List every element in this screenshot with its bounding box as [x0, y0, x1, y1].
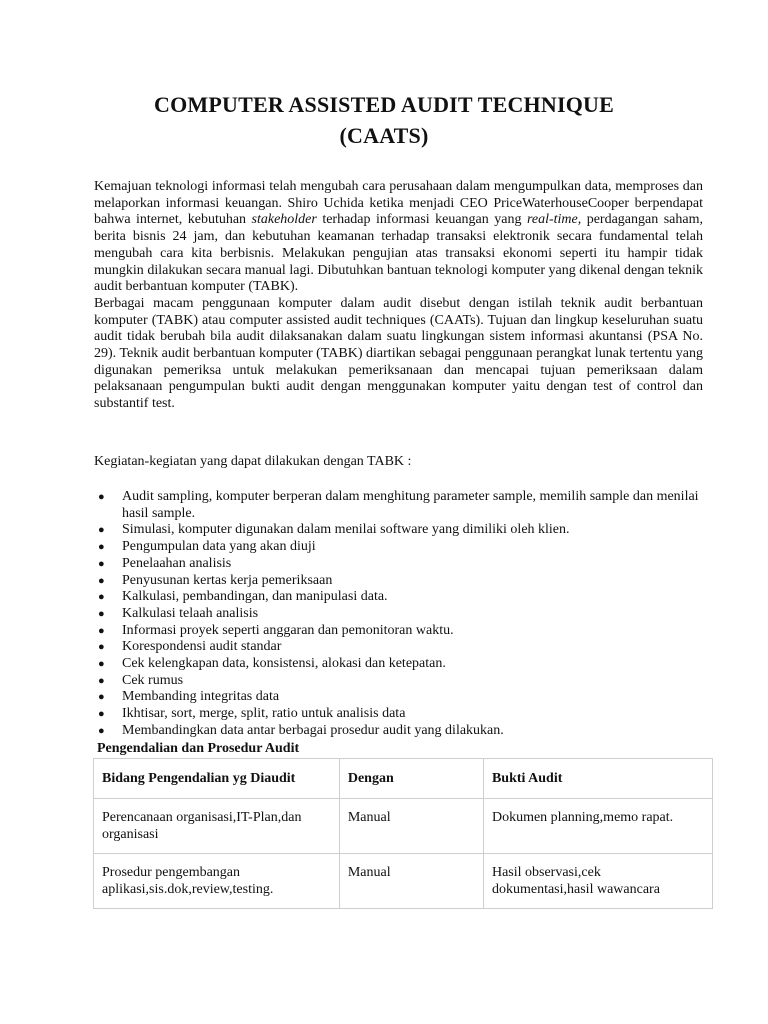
list-item-text: Cek rumus: [122, 672, 184, 688]
table-cell: Manual: [339, 799, 483, 854]
list-item-text: Kalkulasi telaah analisis: [122, 605, 259, 621]
bullet-icon: ●: [98, 557, 105, 570]
list-item: [94, 573, 706, 590]
bullet-icon: ●: [98, 691, 105, 704]
table-header-row: [94, 759, 713, 799]
paragraph-2: Berbagai macam penggunaan komputer dalam audit disebut dengan istilah teknik audit berbantuan komputer (TABK) atau computer assisted audit techniques (CAATs). Tujuan dan lingkup keseluruhan suatu audit tidak berubah bila audit dilaksanakan dalam suatu lingkungan sistem informasi akuntansi (PSA No. 29). Teknik audit berbantuan komputer (TABK) diartikan sebagai penggunaan perangkat lunak tertentu yang digunakan pemeriksa untuk melakukan pemeriksanaan dan mencapai tujuan pemeriksaan dalam pelaksanaan pengumpulan bukti audit dengan menggunakan komputer yaitu dengan test of control dan substantif test.: [94, 295, 703, 412]
paragraph-1: Kemajuan teknologi informasi telah mengubah cara perusahaan dalam mengumpulkan data, memproses dan melaporkan informasi keuangan. Shiro Uchida ketika menjadi CEO PriceWaterhouseCooper berpendapat bahwa internet, kebutuhan stakeholder terhadap informasi keuangan yang real-time, perdagangan saham, berita bisnis 24 jam, dan kebutuhan keamanan terhadap transaksi elektronik secara fundamental telah mengubah cara kita berbisnis. Melakukan pengujian atas transaksi ekonomi seperti itu hampir tidak mungkin dilakukan secara manual lagi. Dibutuhkan bantuan teknologi komputer yang dikenal dengan teknik audit berbantuan komputer (TABK).: [94, 179, 703, 295]
list-item: [94, 673, 706, 690]
table-row: [94, 854, 713, 909]
section-heading: Pengendalian dan Prosedur Audit: [97, 741, 300, 756]
list-item-text: Membanding integritas data: [122, 689, 280, 705]
table-cell: Prosedur pengembangan aplikasi,sis.dok,review,testing.: [94, 854, 340, 909]
list-item: [94, 539, 706, 556]
list-item: [94, 723, 706, 740]
table-cell: Manual: [339, 854, 483, 909]
list-item: [94, 606, 706, 623]
list-item: [94, 522, 706, 539]
table-header-cell: Dengan: [339, 759, 483, 799]
list-item: [94, 489, 706, 522]
kegiatan-heading: Kegiatan-kegiatan yang dapat dilakukan dengan TABK :: [94, 454, 412, 469]
bullet-icon: ●: [98, 674, 105, 687]
list-item: [94, 623, 706, 640]
list-item: [94, 689, 706, 706]
list-item-text: Penyusunan kertas kerja pemeriksaan: [122, 572, 333, 588]
bullet-icon: ●: [98, 624, 105, 637]
table-header-cell: Bukti Audit: [483, 759, 712, 799]
list-item-text: Informasi proyek seperti anggaran dan pemonitoran waktu.: [122, 622, 454, 638]
list-item-text: Kalkulasi, pembandingan, dan manipulasi data.: [122, 589, 388, 605]
list-item-text: Pengumpulan data yang akan diuji: [122, 539, 316, 555]
list-item: [94, 556, 706, 573]
table-cell: Hasil observasi,cek dokumentasi,hasil wawancara: [483, 854, 712, 909]
bullet-icon: ●: [98, 708, 105, 721]
bullet-icon: ●: [98, 491, 105, 503]
table-cell: Dokumen planning,memo rapat.: [483, 799, 712, 854]
list-item: [94, 656, 706, 673]
list-item: [94, 639, 706, 656]
list-item-text: Simulasi, komputer digunakan dalam menilai software yang dimiliki oleh klien.: [122, 522, 570, 538]
bullet-icon: ●: [98, 591, 105, 604]
title-line-1: COMPUTER ASSISTED AUDIT TECHNIQUE: [154, 92, 614, 117]
bullet-icon: ●: [98, 658, 105, 671]
table-row: [94, 799, 713, 854]
bullet-icon: ●: [98, 641, 105, 654]
bullet-icon: ●: [98, 574, 105, 587]
list-item-text: Audit sampling, komputer berperan dalam menghitung parameter sample, memilih sample dan menilai hasil sample.: [122, 489, 699, 521]
audit-table: [93, 758, 713, 909]
document-title: [60, 89, 708, 151]
bullet-icon: ●: [98, 524, 105, 537]
bullet-icon: ●: [98, 724, 105, 737]
list-item-text: Penelaahan analisis: [122, 555, 232, 571]
activities-list: [94, 489, 706, 740]
list-item-text: Cek kelengkapan data, konsistensi, alokasi dan ketepatan.: [122, 656, 446, 672]
table-header-cell: Bidang Pengendalian yg Diaudit: [94, 759, 340, 799]
list-item-text: Ikhtisar, sort, merge, split, ratio untuk analisis data: [122, 706, 406, 722]
bullet-icon: ●: [98, 541, 105, 554]
list-item: [94, 589, 706, 606]
table-cell: Perencanaan organisasi,IT-Plan,dan organisasi: [94, 799, 340, 854]
list-item-text: Membandingkan data antar berbagai prosedur audit yang dilakukan.: [122, 722, 504, 738]
list-item: [94, 706, 706, 723]
intro-section: [94, 179, 703, 413]
title-line-2: (CAATS): [339, 123, 429, 148]
bullet-icon: ●: [98, 607, 105, 620]
list-item-text: Korespondensi audit standar: [122, 639, 282, 655]
